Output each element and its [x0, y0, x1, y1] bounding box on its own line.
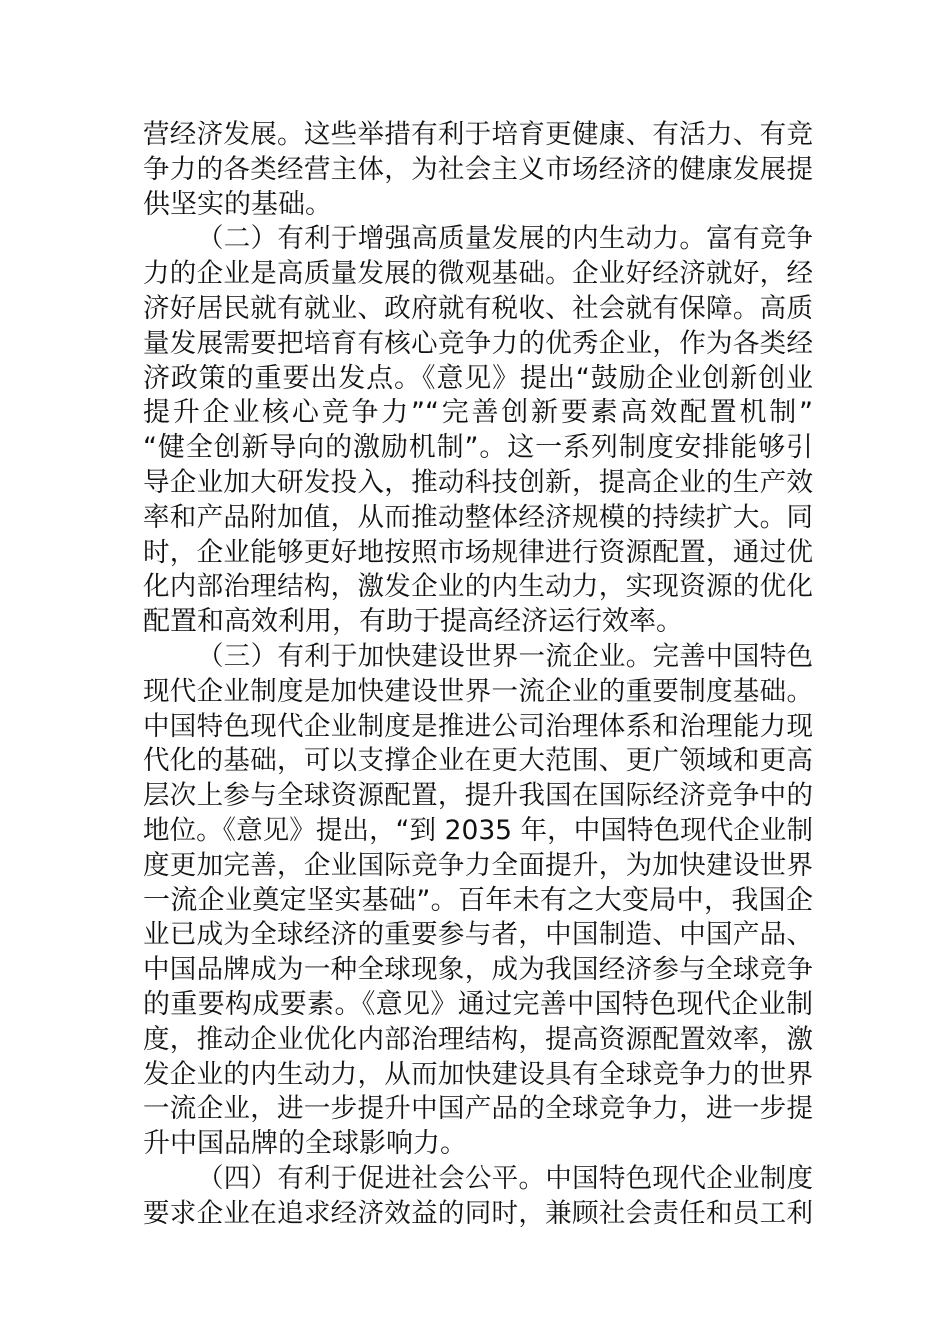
text-line: 度，推动企业优化内部治理结构，提高资源配置效率，激 — [143, 1023, 813, 1055]
text-line: 供坚实的基础。 — [143, 188, 332, 220]
text-line: 率和产品附加值，从而推动整体经济规模的持续扩大。同 — [143, 501, 813, 533]
text-line: 力的企业是高质量发展的微观基础。企业好经济就好，经 — [143, 258, 813, 290]
text-line: 代化的基础，可以支撑企业在更大范围、更广领域和更高 — [143, 745, 813, 777]
document-body-text — [143, 118, 813, 1232]
text-line: （三）有利于加快建设世界一流企业。完善中国特色 — [197, 640, 813, 672]
text-line: 中国品牌成为一种全球现象，成为我国经济参与全球竞争 — [143, 954, 813, 986]
text-line: 度更加完善，企业国际竞争力全面提升，为加快建设世界 — [143, 849, 813, 881]
text-line: 一流企业，进一步提升中国产品的全球竞争力，进一步提 — [143, 1093, 813, 1125]
text-line: 发企业的内生动力，从而加快建设具有全球竞争力的世界 — [143, 1058, 813, 1090]
text-line: 现代企业制度是加快建设世界一流企业的重要制度基础。 — [143, 675, 813, 707]
text-line: 化内部治理结构，激发企业的内生动力，实现资源的优化 — [143, 571, 813, 603]
text-line: 中国特色现代企业制度是推进公司治理体系和治理能力现 — [143, 710, 813, 742]
text-line: （二）有利于增强高质量发展的内生动力。富有竞争 — [197, 223, 813, 255]
text-line: 营经济发展。这些举措有利于培育更健康、有活力、有竞 — [143, 119, 813, 150]
text-line: 一流企业奠定坚实基础”。百年未有之大变局中，我国企 — [143, 884, 813, 916]
text-line: 提升企业核心竞争力”“完善创新要素高效配置机制” — [143, 397, 813, 429]
text-line: 时，企业能够更好地按照市场规律进行资源配置，通过优 — [143, 536, 813, 568]
text-line: 业已成为全球经济的重要参与者，中国制造、中国产品、 — [143, 919, 813, 951]
text-line: 配置和高效利用，有助于提高经济运行效率。 — [143, 606, 683, 638]
text-line: 层次上参与全球资源配置，提升我国在国际经济竞争中的 — [143, 780, 813, 812]
text-line: 争力的各类经营主体，为社会主义市场经济的健康发展提 — [143, 153, 813, 185]
text-line: 升中国品牌的全球影响力。 — [143, 1128, 467, 1160]
text-line: “健全创新导向的激励机制”。这一系列制度安排能够引 — [143, 432, 813, 464]
text-line: 的重要构成要素。《意见》通过完善中国特色现代企业制 — [143, 988, 813, 1020]
text-line: 地位。《意见》提出，“到 2035 年，中国特色现代企业制 — [143, 814, 813, 846]
text-line: 要求企业在追求经济效益的同时，兼顾社会责任和员工利 — [143, 1197, 813, 1229]
text-line: 导企业加大研发投入，推动科技创新，提高企业的生产效 — [143, 466, 813, 498]
text-line: （四）有利于促进社会公平。中国特色现代企业制度 — [197, 1162, 813, 1194]
text-line: 济好居民就有就业、政府就有税收、社会就有保障。高质 — [143, 292, 813, 324]
text-line: 量发展需要把培育有核心竞争力的优秀企业，作为各类经 — [143, 327, 813, 359]
text-line: 济政策的重要出发点。《意见》提出“鼓励企业创新创业 — [143, 362, 813, 394]
